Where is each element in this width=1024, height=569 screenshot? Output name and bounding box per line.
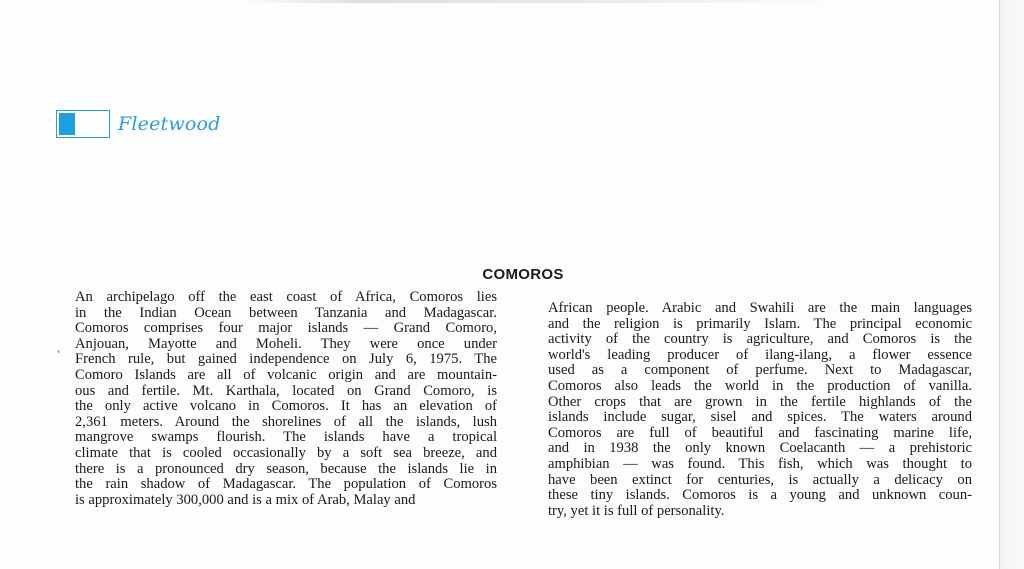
page-title: COMOROS (482, 266, 564, 283)
text-line: French rule, but gained independence on July 6, 1975. The (75, 351, 497, 368)
text-line: have been extinct for centuries, is actually a delicacy on (548, 471, 972, 488)
text-line: used as a component of perfume. Next to Madagascar, (548, 362, 972, 379)
text-line: the rain shadow of Madagascar. The population of Comoros (75, 476, 497, 493)
text-line: is approximately 300,000 and is a mix of Arab, Malay and (75, 491, 416, 508)
text-line: An archipelago off the east coast of Africa, Comoros lies (75, 289, 497, 305)
text-line: climate that is cooled occasionally by a soft sea breeze, and (75, 444, 497, 461)
text-line: Comoros also leads the world in the production of vanilla. (548, 377, 972, 394)
fleetwood-logo (56, 110, 221, 138)
text-line: islands include sugar, sisel and spices. The waters around (548, 409, 972, 426)
paper-edge (999, 0, 1024, 569)
left-column-text (75, 290, 497, 508)
text-line: and in 1938 the only known Coelacanth — a prehistoric (548, 440, 972, 457)
text-line: there is a pronounced dry season, because the islands lie in (75, 460, 497, 477)
text-line: 2,361 meters. Around the shorelines of all the islands, lush (75, 413, 497, 430)
text-line: Comoros are full of beautiful and fascinating marine life, (548, 424, 972, 441)
logo-box-icon (56, 110, 110, 138)
text-line: in the Indian Ocean between Tanzania and Madagascar. (75, 304, 497, 321)
text-line: ous and fertile. Mt. Karthala, located on Grand Comoro, is (75, 382, 497, 399)
text-line: activity of the country is agriculture, and Comoros is the (548, 331, 972, 348)
scan-speck (57, 350, 60, 353)
scan-mark (240, 0, 840, 3)
text-line: these tiny islands. Comoros is a young and unknown coun- (548, 487, 972, 504)
text-line: and the religion is primarily Islam. The principal economic (548, 315, 972, 332)
text-line: Comoros comprises four major islands — Grand Comoro, (75, 320, 497, 337)
text-line: amphibian — was found. This fish, which was thought to (548, 455, 972, 472)
text-line: the only active volcano in Comoros. It has an elevation of (75, 398, 497, 415)
text-line: mangrove swamps flourish. The islands have a tropical (75, 429, 497, 446)
logo-fill (59, 113, 75, 135)
text-line: world's leading producer of ilang-ilang, a flower essence (548, 346, 972, 363)
text-line: Comoro Islands are all of volcanic origin and are mountain- (75, 366, 497, 383)
text-line: Anjouan, Mayotte and Moheli. They were once under (75, 335, 497, 352)
logo-text: Fleetwood (118, 113, 221, 135)
right-column-text (548, 301, 972, 519)
text-line: try, yet it is full of personality. (548, 502, 725, 519)
text-line: Other crops that are grown in the fertile highlands of the (548, 393, 972, 410)
text-line: African people. Arabic and Swahili are the main languages (548, 300, 972, 316)
